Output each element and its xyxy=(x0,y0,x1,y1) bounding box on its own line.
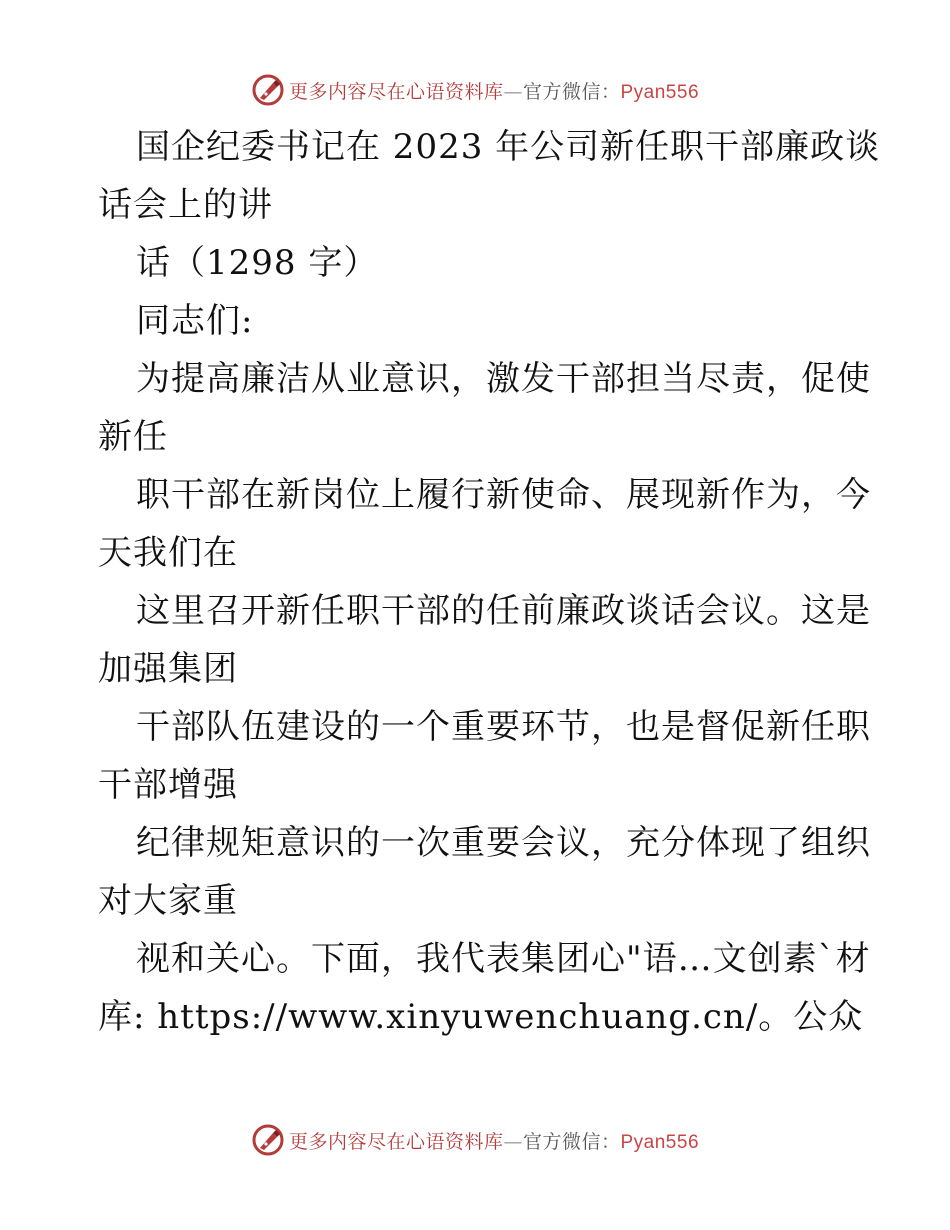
footer-watermark-wechat-id: Pyan556 xyxy=(620,1131,700,1153)
doc-line-4: 同志们: xyxy=(136,301,254,341)
doc-line-14: 对大家重 xyxy=(98,881,238,921)
footer-watermark-banner xyxy=(0,1120,950,1160)
doc-line-9: 这里召开新任职干部的任前廉政谈话会议。这是 xyxy=(136,591,871,631)
doc-line-15: 视和关心。下面，我代表集团心"语…文创素`材 xyxy=(136,939,871,979)
doc-line-10: 加强集团 xyxy=(98,649,238,689)
header-watermark-dash: — xyxy=(503,80,523,103)
pen-nib-circle-icon xyxy=(251,73,285,107)
doc-line-7: 职干部在新岗位上履行新使命、展现新作为，今 xyxy=(136,475,871,515)
doc-line-1: 国企纪委书记在 2023 年公司新任职干部廉政谈 xyxy=(136,127,881,167)
doc-line-13: 纪律规矩意识的一次重要会议，充分体现了组织 xyxy=(136,823,871,863)
doc-line-16: 库: https://www.xinyuwenchuang.cn/。公众 xyxy=(98,997,864,1037)
header-watermark-banner xyxy=(0,70,950,110)
doc-line-3: 话（1298 字） xyxy=(136,243,379,283)
doc-line-12: 干部增强 xyxy=(98,765,238,805)
header-watermark-text xyxy=(289,77,699,104)
doc-line-2: 话会上的讲 xyxy=(98,185,273,225)
header-watermark-official: 官方微信： xyxy=(522,80,621,103)
doc-line-11: 干部队伍建设的一个重要环节，也是督促新任职 xyxy=(136,707,871,747)
footer-watermark-main: 更多内容尽在心语资料库 xyxy=(288,1130,504,1153)
footer-watermark-text xyxy=(289,1127,699,1154)
header-watermark-main: 更多内容尽在心语资料库 xyxy=(288,80,504,103)
doc-line-8: 天我们在 xyxy=(98,533,238,573)
doc-line-6: 新任 xyxy=(98,417,168,457)
footer-watermark-official: 官方微信： xyxy=(522,1130,621,1153)
document-body xyxy=(98,118,881,1046)
footer-watermark-dash: — xyxy=(503,1130,523,1153)
pen-nib-circle-icon xyxy=(251,1123,285,1157)
doc-line-5: 为提高廉洁从业意识，激发干部担当尽责，促使 xyxy=(136,359,871,399)
header-watermark-wechat-id: Pyan556 xyxy=(620,81,700,103)
